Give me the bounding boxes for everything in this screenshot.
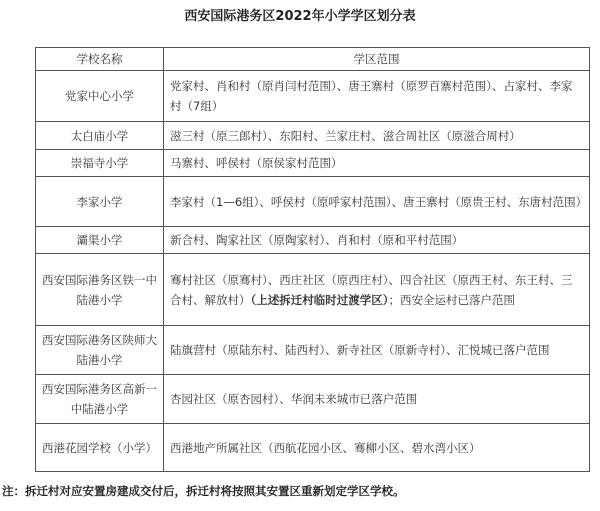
table-row [36, 375, 590, 424]
district-range [164, 254, 590, 326]
transition-note: （上述拆迁村临时过渡学区） [250, 292, 389, 307]
district-range: 李家村（1—6组）、呼侯村（原呼家村范围）、唐王寨村（原贵王村、东唐村范围） [164, 177, 590, 227]
table-row [36, 227, 590, 254]
table-row [36, 424, 590, 472]
header-district-range: 学区范围 [164, 48, 590, 71]
range-text: 骞村社区（原骞村）、西庄社区（原西庄村）、四合社区（原西王村、东王村、三合村、解放村） [170, 272, 573, 307]
table-header-row [36, 48, 590, 71]
district-range: 新合村、陶家社区（原陶家村）、肖和村（原和平村范围） [164, 227, 590, 254]
page-title: 西安国际港务区2022年小学学区划分表 [184, 9, 416, 24]
table-row [36, 150, 590, 177]
school-name: 西安国际港务区高新一中陆港小学 [36, 375, 164, 424]
school-district-table [35, 47, 590, 472]
district-range: 党家村、肖和村（原肖闫村范围）、唐王寨村（原罗百寨村范围）、占家村、李家村（7组） [164, 71, 590, 122]
school-name: 崇福寺小学 [36, 150, 164, 177]
table-row [36, 177, 590, 227]
school-name: 党家中心小学 [36, 71, 164, 122]
school-name: 西港花园学校（小学） [36, 424, 164, 472]
range-text: ；西安全运村已落户范围 [388, 292, 515, 307]
school-name: 灞渠小学 [36, 227, 164, 254]
school-name: 太白庙小学 [36, 122, 164, 150]
district-range: 马寨村、呼侯村（原侯家村范围） [164, 150, 590, 177]
district-range: 滋三村（原三郎村）、东阳村、兰家庄村、滋合周社区（原滋合周村） [164, 122, 590, 150]
footnote: 注：拆迁村对应安置房建成交付后，拆迁村将按照其安置区重新划定学区学校。 [2, 484, 405, 498]
table-row [36, 326, 590, 375]
district-range: 陆旗营村（原陆东村、陆西村）、新寺社区（原新寺村）、汇悦城已落户范围 [164, 326, 590, 375]
district-range: 西港地产所属社区（西航花园小区、骞柳小区、碧水湾小区） [164, 424, 590, 472]
table-row [36, 71, 590, 122]
district-range: 杏园社区（原杏园村）、华润未来城市已落户范围 [164, 375, 590, 424]
header-school-name: 学校名称 [36, 48, 164, 71]
school-name: 西安国际港务区陕师大陆港小学 [36, 326, 164, 375]
table-row [36, 122, 590, 150]
table-row [36, 254, 590, 326]
school-name: 李家小学 [36, 177, 164, 227]
school-name: 西安国际港务区铁一中陆港小学 [36, 254, 164, 326]
